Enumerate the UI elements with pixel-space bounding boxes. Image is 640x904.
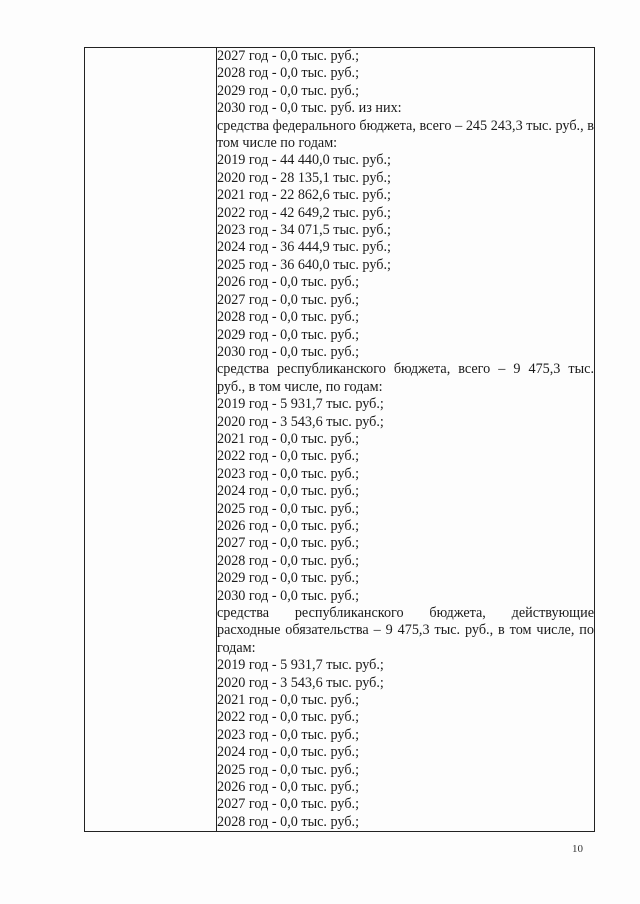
year-amount-line: 2020 год - 3 543,6 тыс. руб.; — [217, 674, 384, 691]
obligations-heading: средства республиканского бюджета, действующие расходные обязательства – 9 475,3 тыс. руб., в том числе, по годам: — [217, 605, 594, 656]
year-amount-line: 2025 год - 0,0 тыс. руб.; — [217, 500, 360, 517]
year-amount-line: 2026 год - 0,0 тыс. руб.; — [217, 517, 360, 534]
year-amount-line: 2027 год - 0,0 тыс. руб.; — [217, 291, 360, 308]
lines-group-obligations — [217, 657, 594, 831]
financing-table — [84, 47, 595, 832]
lines-group-republic — [217, 396, 594, 605]
page-number: 10 — [572, 843, 583, 855]
year-amount-line: 2023 год - 34 071,5 тыс. руб.; — [217, 222, 391, 239]
year-amount-line: 2020 год - 28 135,1 тыс. руб.; — [217, 169, 391, 186]
year-amount-line: 2024 год - 0,0 тыс. руб.; — [217, 483, 360, 500]
financing-cell — [217, 48, 595, 832]
year-amount-line: 2026 год - 0,0 тыс. руб.; — [217, 274, 360, 291]
lines-group-federal — [217, 152, 594, 361]
year-amount-line: 2028 год - 0,0 тыс. руб.; — [217, 65, 360, 82]
year-amount-line: 2029 год - 0,0 тыс. руб.; — [217, 326, 360, 343]
year-amount-line: 2023 год - 0,0 тыс. руб.; — [217, 465, 360, 482]
year-amount-line: 2022 год - 0,0 тыс. руб.; — [217, 448, 360, 465]
year-amount-line: 2030 год - 0,0 тыс. руб.; — [217, 343, 360, 360]
year-amount-line: 2022 год - 0,0 тыс. руб.; — [217, 709, 360, 726]
year-amount-line: 2025 год - 0,0 тыс. руб.; — [217, 761, 360, 778]
lines-group-a — [217, 48, 594, 118]
year-amount-line: 2028 год - 0,0 тыс. руб.; — [217, 552, 360, 569]
year-amount-line: 2030 год - 0,0 тыс. руб. из них: — [217, 100, 402, 117]
year-amount-line: 2021 год - 0,0 тыс. руб.; — [217, 430, 360, 447]
federal-budget-heading: средства федерального бюджета, всего – 245 243,3 тыс. руб., в том числе по годам: — [217, 117, 594, 152]
year-amount-line: 2021 год - 22 862,6 тыс. руб.; — [217, 187, 391, 204]
year-amount-line: 2028 год - 0,0 тыс. руб.; — [217, 309, 360, 326]
year-amount-line: 2023 год - 0,0 тыс. руб.; — [217, 726, 360, 743]
year-amount-line: 2019 год - 44 440,0 тыс. руб.; — [217, 152, 391, 169]
year-amount-line: 2021 год - 0,0 тыс. руб.; — [217, 692, 360, 709]
year-amount-line: 2024 год - 0,0 тыс. руб.; — [217, 744, 360, 761]
year-amount-line: 2029 год - 0,0 тыс. руб.; — [217, 82, 360, 99]
year-amount-line: 2022 год - 42 649,2 тыс. руб.; — [217, 204, 391, 221]
year-amount-line: 2026 год - 0,0 тыс. руб.; — [217, 779, 360, 796]
year-amount-line: 2028 год - 0,0 тыс. руб.; — [217, 813, 360, 830]
year-amount-line: 2024 год - 36 444,9 тыс. руб.; — [217, 239, 391, 256]
republic-budget-heading: средства республиканского бюджета, всего – 9 475,3 тыс. руб., в том числе, по годам: — [217, 361, 594, 395]
label-cell — [85, 48, 217, 832]
year-amount-line: 2027 год - 0,0 тыс. руб.; — [217, 796, 360, 813]
year-amount-line: 2019 год - 5 931,7 тыс. руб.; — [217, 396, 384, 413]
year-amount-line: 2027 год - 0,0 тыс. руб.; — [217, 48, 360, 64]
year-amount-line: 2025 год - 36 640,0 тыс. руб.; — [217, 256, 391, 273]
year-amount-line: 2027 год - 0,0 тыс. руб.; — [217, 535, 360, 552]
year-amount-line: 2029 год - 0,0 тыс. руб.; — [217, 570, 360, 587]
year-amount-line: 2030 год - 0,0 тыс. руб.; — [217, 587, 360, 604]
year-amount-line: 2020 год - 3 543,6 тыс. руб.; — [217, 413, 384, 430]
year-amount-line: 2019 год - 5 931,7 тыс. руб.; — [217, 657, 384, 674]
table-row — [85, 48, 595, 832]
